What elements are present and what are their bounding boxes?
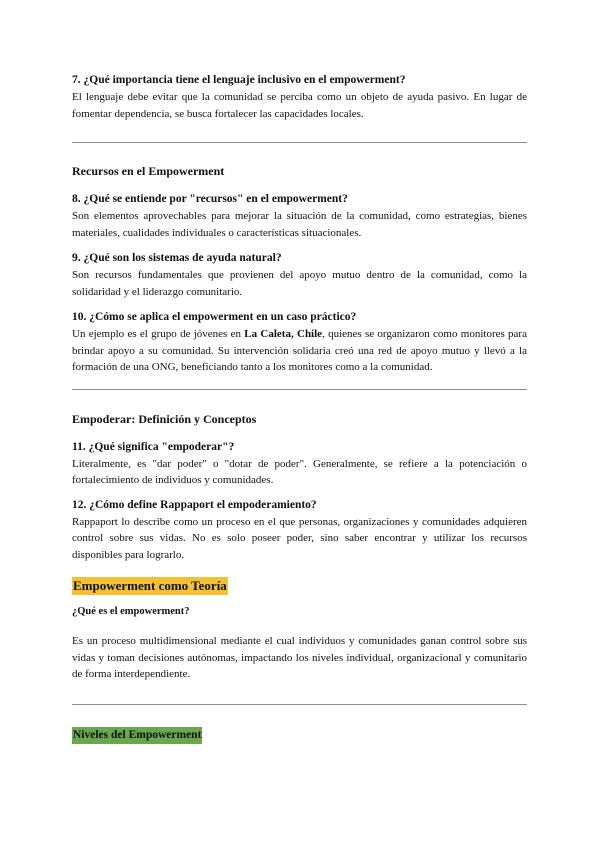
question-9-answer: Son recursos fundamentales que provienen del apoyo mutuo dentro de la comunidad, como la solidaridad y el liderazgo comunitario. [72, 269, 527, 298]
question-que-es-empowerment: ¿Qué es el empowerment? [72, 606, 190, 617]
divider [72, 704, 527, 705]
question-12-title: 12. ¿Cómo define Rappaport el empoderamiento? [72, 498, 317, 511]
question-12-answer: Rappaport lo describe como un proceso en el que personas, organizaciones y comunidades adquieren control sobre sus vidas. No es solo poseer poder, sino saber encontrar y utilizar los recursos disponibles para lograrlo. [72, 515, 527, 561]
question-7-answer: El lenguaje debe evitar que la comunidad se perciba como un objeto de ayuda pasivo. En lugar de fomentar dependencia, se busca fortalecer las capacidades locales. [72, 91, 527, 120]
heading-teoria-wrapper [72, 577, 527, 595]
question-10-answer [72, 326, 527, 376]
question-8-title: 8. ¿Qué se entiende por "recursos" en el empowerment? [72, 193, 348, 205]
question-10-answer-start: Un ejemplo es el grupo de jóvenes en [72, 328, 245, 340]
question-10-title: 10. ¿Cómo se aplica el empowerment en un caso práctico? [72, 311, 357, 323]
question-8-answer: Son elementos aprovechables para mejorar la situación de la comunidad, como estrategias, bienes materiales, cualidades individuales o características situacionales. [72, 210, 527, 239]
question-11-answer: Literalmente, es "dar poder" o "dotar de poder". Generalmente, se refiere a la potenciación o fortalecimiento de individuos y comunidades. [72, 457, 527, 486]
document-page [72, 60, 527, 744]
question-10-answer-end: , quienes se organizaron como monitores para brindar apoyo a su comunidad. Su intervención solidaria creó una red de apoyo mutuo y llevó a la formación de una ONG, beneficiando tanto a los monitores como a la comunidad. [72, 328, 527, 373]
question-9-title: 9. ¿Qué son los sistemas de ayuda natural? [72, 252, 282, 264]
section-title-recursos: Recursos en el Empowerment [72, 164, 225, 178]
divider [72, 142, 527, 143]
question-7-title: 7. ¿Qué importancia tiene el lenguaje inclusivo en el empowerment? [72, 74, 406, 86]
place-name-bold: La Caleta, Chile [244, 328, 323, 340]
heading-empowerment-teoria: Empowerment como Teoría [73, 578, 227, 593]
divider [72, 389, 527, 390]
answer-que-es-empowerment: Es un proceso multidimensional mediante el cual individuos y comunidades ganan control sobre sus vidas y toman decisiones autónomas, impactando los niveles individual, organizacional y comunitario de forma interdependiente. [72, 635, 527, 680]
heading-niveles-wrapper [72, 725, 527, 744]
question-11-title: 11. ¿Qué significa "empoderar"? [72, 440, 235, 453]
heading-niveles-empowerment: Niveles del Empowerment [72, 727, 202, 744]
section-title-empoderar: Empoderar: Definición y Conceptos [72, 411, 257, 426]
